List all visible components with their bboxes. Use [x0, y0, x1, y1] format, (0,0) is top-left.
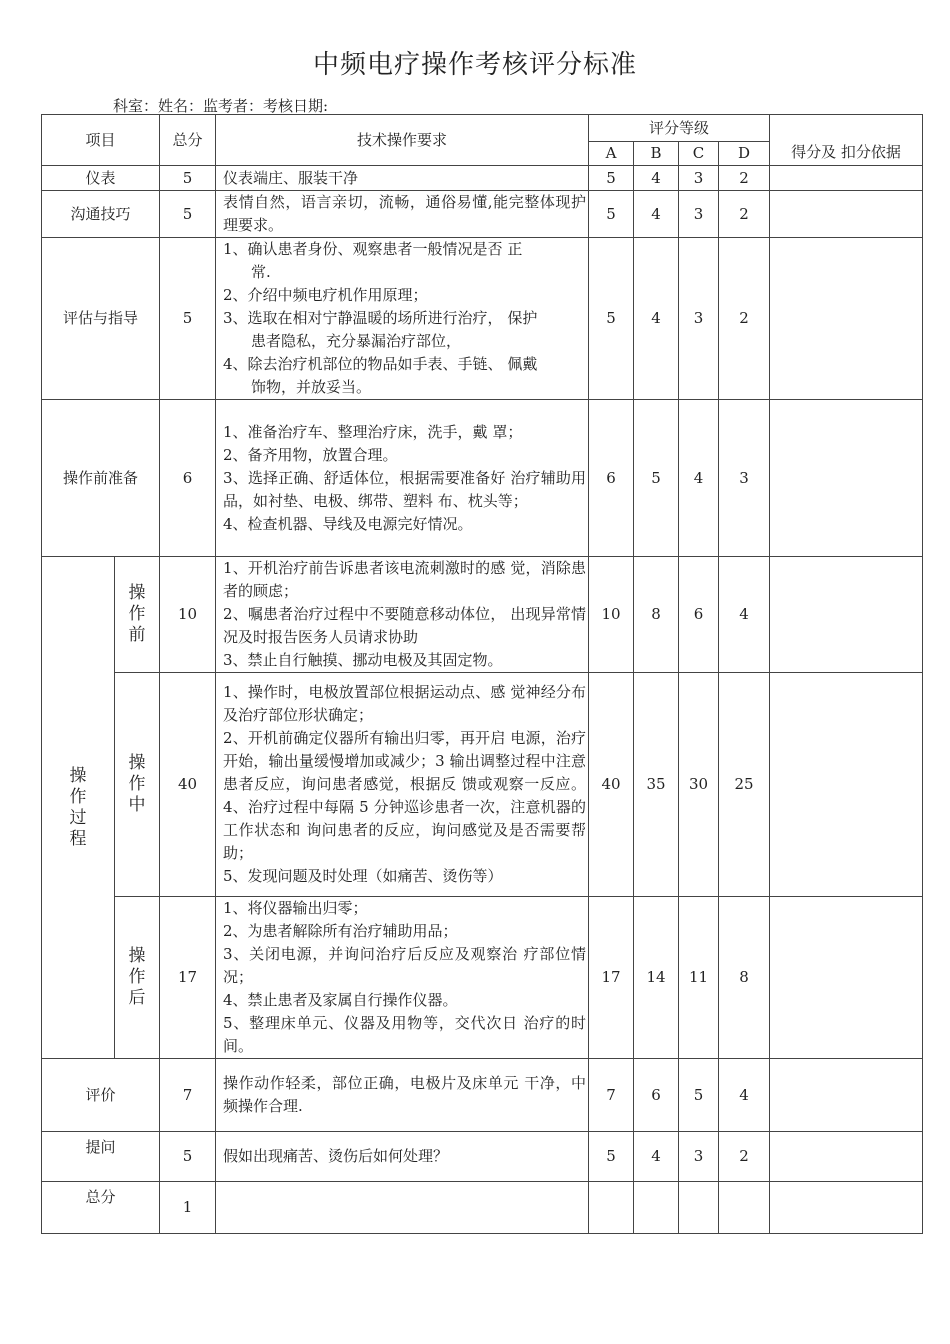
grade-c: 4	[679, 400, 719, 557]
table-row	[42, 897, 923, 1059]
table-row	[42, 1059, 923, 1132]
score-basis-cell	[770, 897, 923, 1059]
sub-item: 操作前	[115, 557, 160, 673]
row-requirement: 1、准备治疗车、整理治疗床，洗手，戴 罩； 2、备齐用物，放置合理。 3、选择正确、舒适体位，根据需要准备好 治疗辅助用品，如衬垫、电极、绑带、塑料 布、枕头等； 4、检查机器、导线及电源完好情况。	[216, 400, 589, 557]
grade-b: 4	[634, 238, 679, 400]
grade-a: 5	[589, 1132, 634, 1182]
grade-d: 2	[719, 1132, 770, 1182]
score-basis-cell	[770, 400, 923, 557]
grade-d: 4	[719, 1059, 770, 1132]
grade-b: 4	[634, 1132, 679, 1182]
table-row	[42, 191, 923, 238]
grade-d: 4	[719, 557, 770, 673]
header-score-basis: 得分及 扣分依据	[770, 115, 923, 166]
grade-d	[719, 1182, 770, 1234]
grade-d: 2	[719, 166, 770, 191]
grade-c: 11	[679, 897, 719, 1059]
grade-d: 2	[719, 238, 770, 400]
grade-c: 3	[679, 1132, 719, 1182]
score-basis-cell	[770, 673, 923, 897]
score-basis-cell	[770, 166, 923, 191]
meta-line: 科室：姓名：监考者：考核日期:	[113, 97, 329, 115]
header-grade-b: B	[634, 142, 679, 166]
sub-item: 操作后	[115, 897, 160, 1059]
table-row	[42, 166, 923, 191]
grade-a: 10	[589, 557, 634, 673]
grade-a: 5	[589, 238, 634, 400]
row-requirement: 1、操作时，电极放置部位根据运动点、感 觉神经分布及治疗部位形状确定； 2、开机前确定仪器所有输出归零，再开启 电源，治疗开始，输出量缓慢增加或减少；3 输出调整过程中注意患者反应，询问患者感觉，根据反 馈或观察一反应。4、治疗过程中每隔 5 分钟巡诊患者一次，注意机器的工作状态和 询问患者的反应，询问感觉及是否需要帮 助； 5、发现问题及时处理（如痛苦、烫伤等）	[216, 673, 589, 897]
row-item: 评估与指导	[42, 238, 160, 400]
row-requirement: 1、确认患者身份、观察患者一般情况是否 正 常. 2、介绍中频电疗机作用原理； 3、选取在相对宁静温暖的场所进行治疗， 保护 患者隐私，充分暴漏治疗部位， 4、除去治疗机部位的物品如手表、手链、 佩戴 饰物，并放妥当。	[216, 238, 589, 400]
sub-item: 操作中	[115, 673, 160, 897]
group-operation-process: 操作过程	[42, 557, 115, 1059]
row-requirement: 1、开机治疗前告诉患者该电流刺激时的感 觉，消除患者的顾虑； 2、嘱患者治疗过程中不要随意移动体位， 出现异常情况及时报告医务人员请求协助 3、禁止自行触摸、挪动电极及其固定物。	[216, 557, 589, 673]
grade-b: 8	[634, 557, 679, 673]
grade-a: 7	[589, 1059, 634, 1132]
grade-a: 6	[589, 400, 634, 557]
row-requirement: 操作动作轻柔，部位正确，电极片及床单元 干净，中频操作合理.	[216, 1059, 589, 1132]
grade-b: 4	[634, 191, 679, 238]
row-item: 总分	[42, 1182, 160, 1234]
row-score: 5	[160, 1132, 216, 1182]
header-item: 项目	[42, 115, 160, 166]
row-requirement	[216, 1182, 589, 1234]
score-basis-cell	[770, 238, 923, 400]
grade-c	[679, 1182, 719, 1234]
row-score: 7	[160, 1059, 216, 1132]
grade-c: 3	[679, 238, 719, 400]
row-item: 提问	[42, 1132, 160, 1182]
row-score: 17	[160, 897, 216, 1059]
row-score: 6	[160, 400, 216, 557]
row-requirement: 表情自然，语言亲切，流畅，通俗易懂,能完整体现护理要求。	[216, 191, 589, 238]
header-total: 总分	[160, 115, 216, 166]
grade-c: 3	[679, 166, 719, 191]
row-requirement: 假如出现痛苦、烫伤后如何处理？	[216, 1132, 589, 1182]
grade-b: 6	[634, 1059, 679, 1132]
row-score: 1	[160, 1182, 216, 1234]
grade-d: 8	[719, 897, 770, 1059]
score-basis-cell	[770, 191, 923, 238]
document-title: 中频电疗操作考核评分标准	[312, 50, 637, 80]
header-row-1	[42, 115, 923, 142]
table-row	[42, 1132, 923, 1182]
grade-a: 5	[589, 166, 634, 191]
row-score: 40	[160, 673, 216, 897]
grade-d: 3	[719, 400, 770, 557]
table-row	[42, 673, 923, 897]
grade-c: 6	[679, 557, 719, 673]
grade-a: 17	[589, 897, 634, 1059]
grade-c: 5	[679, 1059, 719, 1132]
header-grade-a: A	[589, 142, 634, 166]
score-basis-cell	[770, 1132, 923, 1182]
row-score: 5	[160, 238, 216, 400]
header-grade: 评分等级	[589, 115, 770, 142]
row-score: 10	[160, 557, 216, 673]
grade-b: 35	[634, 673, 679, 897]
table-row	[42, 400, 923, 557]
row-requirement: 1、将仪器输出归零； 2、为患者解除所有治疗辅助用品； 3、关闭电源，并询问治疗后反应及观察治 疗部位情况； 4、禁止患者及家属自行操作仪器。 5、整理床单元、仪器及用物等，交代次日 治疗的时间。	[216, 897, 589, 1059]
row-score: 5	[160, 191, 216, 238]
row-requirement: 仪表端庄、服装干净	[216, 166, 589, 191]
grade-c: 30	[679, 673, 719, 897]
table-row	[42, 238, 923, 400]
table-row	[42, 557, 923, 673]
grade-b: 5	[634, 400, 679, 557]
grade-d: 2	[719, 191, 770, 238]
grade-b	[634, 1182, 679, 1234]
row-item: 评价	[42, 1059, 160, 1132]
row-item: 仪表	[42, 166, 160, 191]
grade-b: 4	[634, 166, 679, 191]
grade-c: 3	[679, 191, 719, 238]
row-score: 5	[160, 166, 216, 191]
row-item: 操作前准备	[42, 400, 160, 557]
grade-b: 14	[634, 897, 679, 1059]
header-grade-d: D	[719, 142, 770, 166]
grade-a: 40	[589, 673, 634, 897]
score-basis-cell	[770, 1182, 923, 1234]
scoring-table	[41, 114, 923, 1234]
grade-a	[589, 1182, 634, 1234]
score-basis-cell	[770, 557, 923, 673]
grade-d: 25	[719, 673, 770, 897]
header-requirement: 技术操作要求	[216, 115, 589, 166]
table-row	[42, 1182, 923, 1234]
header-grade-c: C	[679, 142, 719, 166]
score-basis-cell	[770, 1059, 923, 1132]
row-item: 沟通技巧	[42, 191, 160, 238]
grade-a: 5	[589, 191, 634, 238]
